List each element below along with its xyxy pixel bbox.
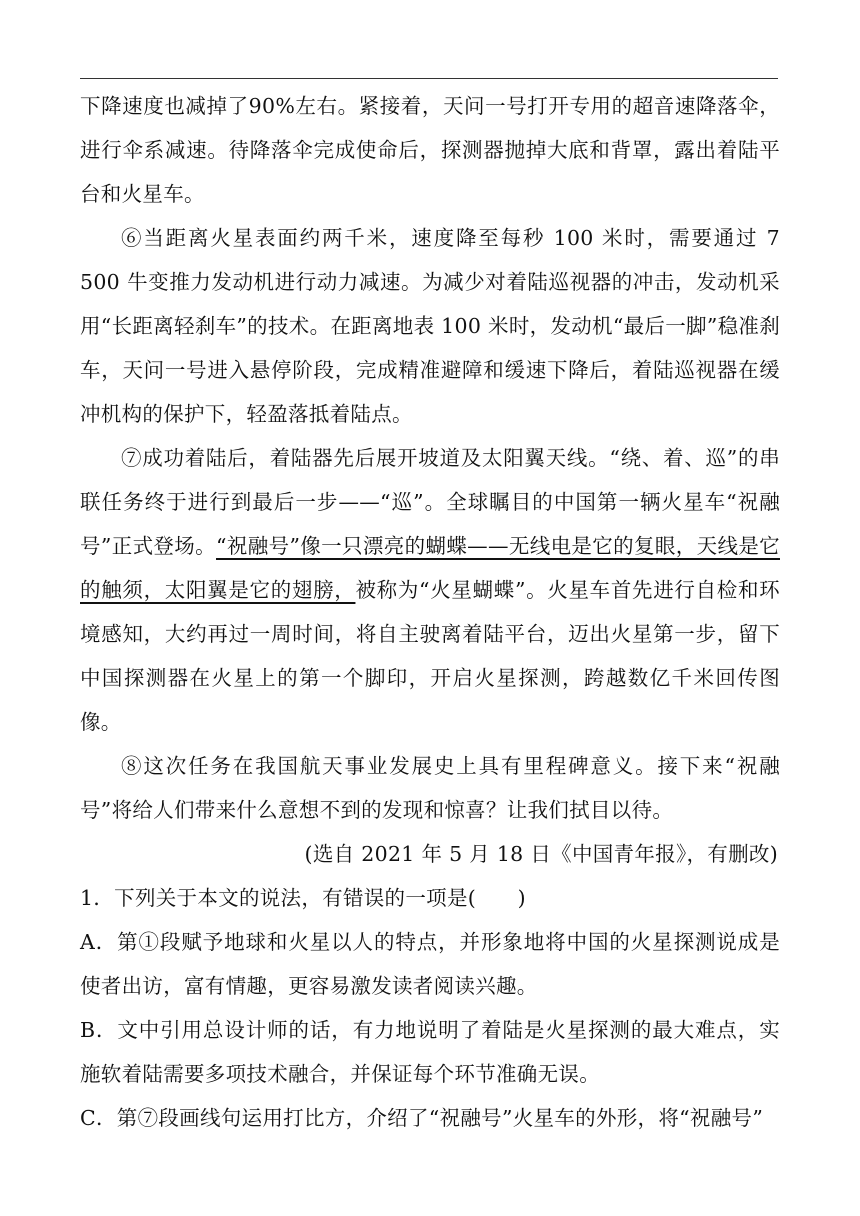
paragraph-6: ⑥当距离火星表面约两千米，速度降至每秒 100 米时，需要通过 7 500 牛变推力发动机进行动力减速。为减少对着陆巡视器的冲击，发动机采用“长距离轻刹车”的技术。在距离地表 100 米时，发动机“最后一脚”稳准刹车，天问一号进入悬停阶段，完成精准避障和缓速下降后，着陆巡视器在缓冲机构的保护下，轻盈落抵着陆点。 (80, 226, 780, 426)
source-citation: (选自 2021 年 5 月 18 日《中国青年报》，有删改) (304, 842, 778, 866)
option-b: B．文中引用总设计师的话，有力地说明了着陆是火星探测的最大难点，实施软着陆需要多项技术融合，并保证每个环节准确无误。 (80, 1018, 780, 1086)
header-rule (80, 78, 778, 79)
question-stem: 1．下列关于本文的说法，有错误的一项是( ) (80, 886, 526, 910)
paragraph-7-before: ⑦成功着陆后，着陆器先后展开坡道及太阳翼天线。“绕、着、巡”的串联任务终于进行到最后一步——“巡”。全球瞩目的中国第一辆火星车“祝融号”正式登场。 (80, 446, 780, 558)
paragraph-8: ⑧这次任务在我国航天事业发展史上具有里程碑意义。接下来“祝融号”将给人们带来什么意想不到的发现和惊喜？让我们拭目以待。 (80, 754, 780, 822)
document-content (80, 84, 780, 1140)
underlined-sentence: “祝融号”像一只漂亮的蝴蝶——无线电是它的复眼，天线是它的触须，太阳翼是它的翅膀， (80, 534, 780, 602)
paragraph-7-after: 被称为“火星蝴蝶”。火星车首先进行自检和环境感知，大约再过一周时间，将自主驶离着陆平台，迈出火星第一步，留下中国探测器在火星上的第一个脚印，开启火星探测，跨越数亿千米回传图像。 (80, 578, 780, 734)
option-c: C．第⑦段画线句运用打比方，介绍了“祝融号”火星车的外形，将“祝融号” (80, 1106, 764, 1130)
paragraph-continued: 下降速度也减掉了90%左右。紧接着，天问一号打开专用的超音速降落伞，进行伞系减速。待降落伞完成使命后，探测器抛掉大底和背罩，露出着陆平台和火星车。 (80, 94, 780, 206)
option-a: A．第①段赋予地球和火星以人的特点，并形象地将中国的火星探测说成是使者出访，富有情趣，更容易激发读者阅读兴趣。 (80, 930, 780, 998)
paragraph-7 (80, 436, 780, 744)
